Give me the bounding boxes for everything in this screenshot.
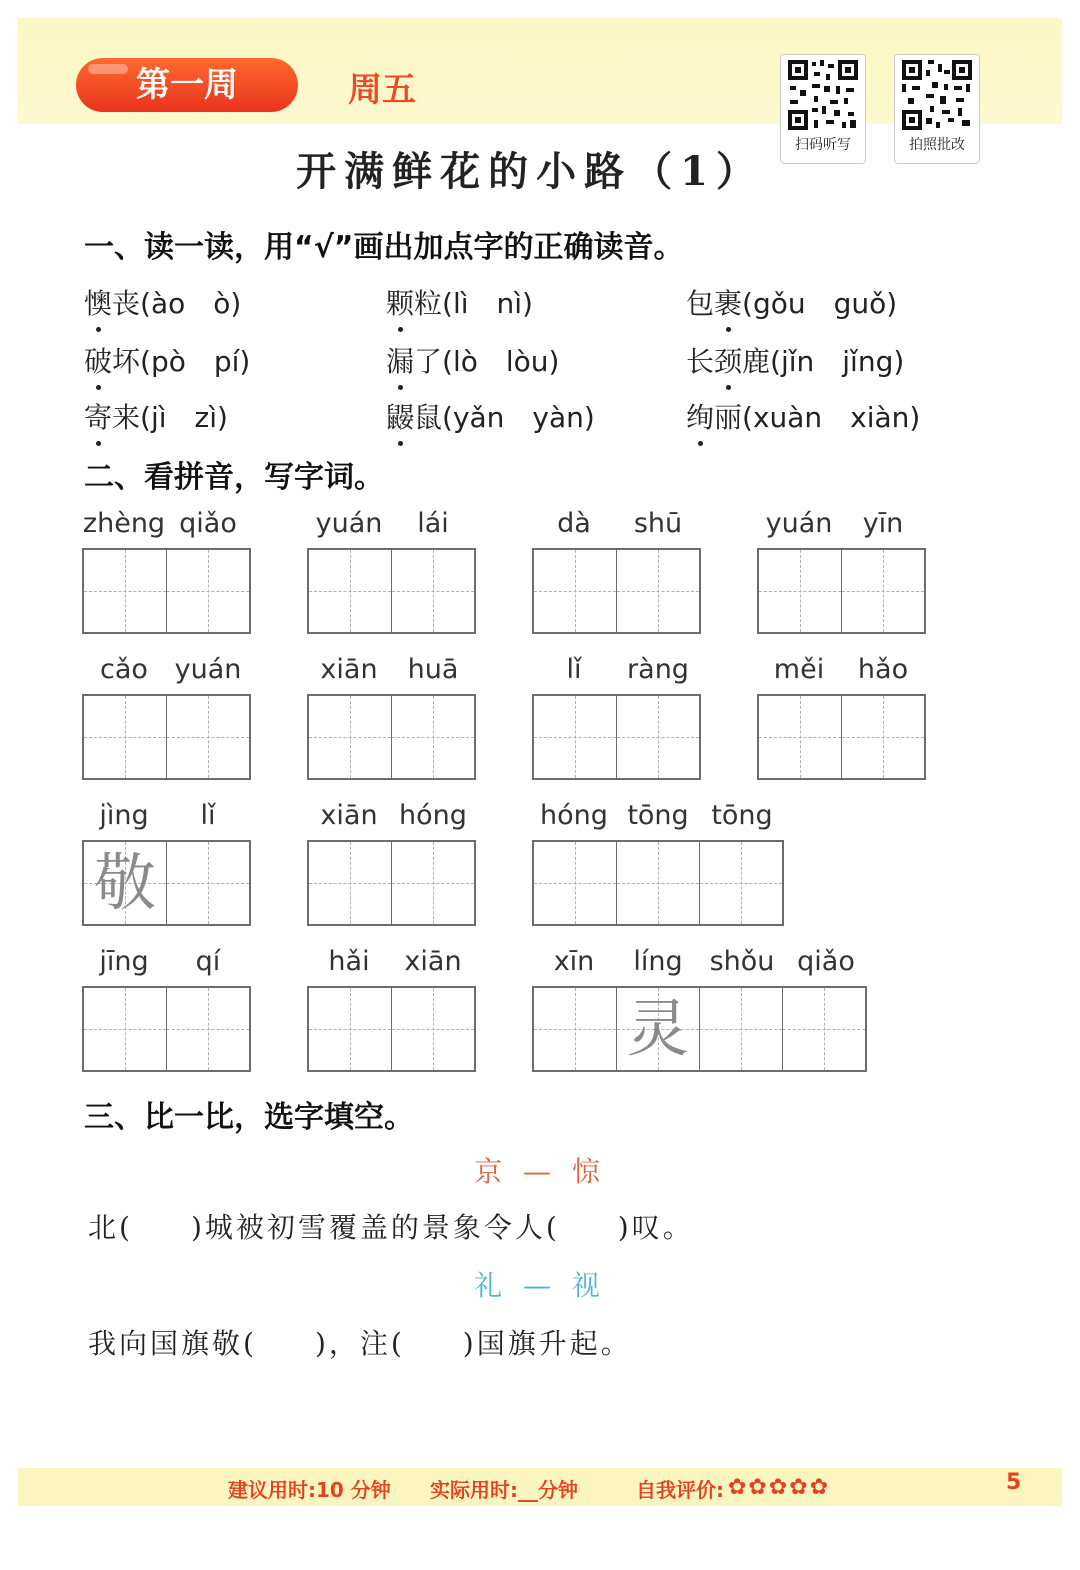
- writing-cell[interactable]: [699, 842, 782, 924]
- writing-grid: [82, 840, 251, 926]
- pronunciation-item[interactable]: [84, 340, 250, 380]
- pronunciation-item[interactable]: [686, 396, 920, 436]
- pinyin-options[interactable]: (xuàn xiàn): [742, 401, 921, 434]
- pinyin-syllable: tōng: [627, 800, 689, 831]
- example-character: 敬: [93, 846, 156, 919]
- pinyin-syllable: tōng: [711, 800, 773, 831]
- writing-grid: [307, 840, 476, 926]
- word-suffix: 鹿: [742, 345, 771, 378]
- pinyin-syllable: jīng: [99, 946, 149, 977]
- pronunciation-item[interactable]: [84, 396, 228, 436]
- word-suffix: 丽: [714, 401, 743, 434]
- sentence-text: 北(: [88, 1211, 133, 1244]
- pronunciation-item[interactable]: [84, 282, 241, 322]
- writing-cell[interactable]: [616, 696, 699, 778]
- pinyin-syllable: jìng: [99, 800, 149, 831]
- pinyin-options[interactable]: (jì zì): [140, 401, 228, 434]
- pinyin-syllable: dà: [557, 508, 591, 539]
- writing-cell[interactable]: [166, 842, 249, 924]
- word-suffix: 了: [414, 345, 443, 378]
- example-character: 灵: [626, 992, 689, 1065]
- writing-grid: [307, 986, 476, 1072]
- writing-cell[interactable]: [84, 696, 166, 778]
- pinyin-syllable: líng: [633, 946, 683, 977]
- writing-cell[interactable]: [166, 988, 249, 1070]
- pronunciation-item[interactable]: [686, 282, 897, 322]
- pinyin-syllable: yuán: [174, 654, 242, 685]
- writing-grid: [757, 694, 926, 780]
- fill-sentence-2: [88, 1322, 632, 1362]
- writing-cell[interactable]: [391, 696, 474, 778]
- writing-cell[interactable]: [699, 988, 782, 1070]
- pinyin-syllable: shǒu: [709, 946, 775, 977]
- writing-cell[interactable]: [534, 696, 616, 778]
- word-suffix: 坏: [112, 345, 141, 378]
- sentence-text: )叹。: [617, 1211, 694, 1244]
- writing-grid: [532, 694, 701, 780]
- writing-cell[interactable]: [841, 550, 924, 632]
- pinyin-syllable: qiǎo: [179, 508, 237, 539]
- pronunciation-item[interactable]: [386, 340, 559, 380]
- writing-cell[interactable]: [166, 550, 249, 632]
- dotted-character: 懊: [84, 282, 112, 322]
- pinyin-syllable: xiān: [404, 946, 462, 977]
- writing-cell[interactable]: [534, 842, 616, 924]
- pinyin-options[interactable]: (yǎn yàn): [442, 401, 595, 434]
- fill-sentence-1: [88, 1206, 694, 1246]
- pinyin-syllable: yuán: [765, 508, 833, 539]
- writing-cell[interactable]: [309, 842, 391, 924]
- pinyin-syllable: yīn: [862, 508, 904, 539]
- suggested-time: 建议用时:10 分钟: [228, 1478, 391, 1502]
- pinyin-syllable: lǐ: [200, 800, 216, 831]
- pinyin-syllable: xiān: [320, 654, 378, 685]
- section2-heading: 二、看拼音，写字词。: [84, 460, 384, 495]
- day-label: 周五: [348, 70, 416, 110]
- qr-scan-label: 扫码听写: [795, 137, 851, 153]
- pinyin-options[interactable]: (lò lòu): [442, 345, 560, 378]
- writing-cell[interactable]: [759, 550, 841, 632]
- pinyin-options[interactable]: (jǐn jǐng): [770, 345, 905, 378]
- dotted-character: 破: [84, 340, 112, 380]
- pinyin-syllable: hóng: [399, 800, 467, 831]
- pinyin-syllable: yuán: [315, 508, 383, 539]
- writing-cell[interactable]: [391, 550, 474, 632]
- pinyin-syllable: cǎo: [100, 654, 148, 685]
- pinyin-syllable: xiān: [320, 800, 378, 831]
- dotted-character: 鼹: [386, 396, 414, 436]
- word-suffix: 丧: [112, 287, 141, 320]
- writing-cell[interactable]: [84, 988, 166, 1070]
- writing-cell[interactable]: [309, 988, 391, 1070]
- pronunciation-item[interactable]: [386, 282, 533, 322]
- week-badge: 第一周: [76, 58, 298, 112]
- pinyin-syllable: měi: [773, 654, 825, 685]
- dotted-character: 裹: [714, 282, 742, 322]
- pinyin-options[interactable]: (pò pí): [140, 345, 251, 378]
- writing-cell[interactable]: [309, 696, 391, 778]
- writing-cell[interactable]: [616, 842, 699, 924]
- writing-grid: [532, 986, 867, 1072]
- page-number: 5: [1006, 1470, 1022, 1495]
- writing-grid: [307, 694, 476, 780]
- qr-code-icon: [786, 58, 860, 132]
- page-title: 开满鲜花的小路（1）: [296, 148, 764, 195]
- word-prefix: 长: [686, 345, 715, 378]
- dotted-character: 寄: [84, 396, 112, 436]
- writing-grid: [757, 548, 926, 634]
- section3-heading: 三、比一比，选字填空。: [84, 1100, 414, 1135]
- writing-cell[interactable]: [616, 550, 699, 632]
- section1-heading: 一、读一读，用“√”画出加点字的正确读音。: [84, 230, 684, 265]
- pinyin-syllable: hǎo: [857, 654, 909, 685]
- qr-photo-label: 拍照批改: [909, 137, 965, 153]
- pinyin-syllable: zhèng: [82, 508, 166, 539]
- word-suffix: 来: [112, 401, 141, 434]
- pinyin-syllable: huā: [407, 654, 459, 685]
- writing-grid: [82, 694, 251, 780]
- pinyin-syllable: lái: [417, 508, 449, 539]
- rating-stars[interactable]: ✿✿✿✿✿: [728, 1475, 831, 1500]
- compare-pair-1: 京 — 惊: [474, 1155, 606, 1188]
- sentence-text: )城被初雪覆盖的景象令人(: [190, 1211, 560, 1244]
- pinyin-options[interactable]: (lì nì): [442, 287, 533, 320]
- pinyin-syllable: ràng: [627, 654, 689, 685]
- writing-cell[interactable]: [534, 988, 616, 1070]
- writing-cell[interactable]: [616, 988, 699, 1070]
- qr-code-icon: [900, 58, 974, 132]
- word-prefix: 包: [686, 287, 715, 320]
- self-evaluation-label: 自我评价:: [636, 1478, 724, 1502]
- dotted-character: 漏: [386, 340, 414, 380]
- actual-time: 实际用时:__分钟: [430, 1478, 578, 1502]
- pinyin-options[interactable]: (gǒu guǒ): [742, 287, 898, 320]
- dotted-character: 颈: [714, 340, 742, 380]
- pinyin-syllable: lǐ: [566, 654, 582, 685]
- word-suffix: 鼠: [414, 401, 443, 434]
- pinyin-syllable: hǎi: [328, 946, 370, 977]
- writing-cell[interactable]: [84, 842, 166, 924]
- writing-grid: [82, 548, 251, 634]
- sentence-text: 我向国旗敬(: [88, 1327, 257, 1360]
- pinyin-options[interactable]: (ào ò): [140, 287, 242, 320]
- pinyin-syllable: xīn: [553, 946, 595, 977]
- writing-cell[interactable]: [782, 988, 865, 1070]
- writing-cell[interactable]: [309, 550, 391, 632]
- writing-cell[interactable]: [534, 550, 616, 632]
- pronunciation-item[interactable]: [386, 396, 595, 436]
- pronunciation-item[interactable]: [686, 340, 904, 380]
- writing-cell[interactable]: [84, 550, 166, 632]
- compare-pair-2: 礼 — 视: [474, 1269, 606, 1302]
- writing-grid: [82, 986, 251, 1072]
- writing-cell[interactable]: [841, 696, 924, 778]
- writing-cell[interactable]: [391, 842, 474, 924]
- pinyin-syllable: qiǎo: [797, 946, 855, 977]
- pinyin-syllable: qí: [195, 946, 221, 977]
- sentence-text: )，注(: [314, 1327, 405, 1360]
- writing-grid: [532, 840, 784, 926]
- pinyin-syllable: shū: [633, 508, 683, 539]
- dotted-character: 颗: [386, 282, 414, 322]
- dotted-character: 绚: [686, 396, 714, 436]
- word-suffix: 粒: [414, 287, 443, 320]
- writing-grid: [532, 548, 701, 634]
- sentence-text: )国旗升起。: [462, 1327, 632, 1360]
- pinyin-syllable: hóng: [540, 800, 608, 831]
- writing-cell[interactable]: [166, 696, 249, 778]
- writing-cell[interactable]: [391, 988, 474, 1070]
- writing-cell[interactable]: [759, 696, 841, 778]
- writing-grid: [307, 548, 476, 634]
